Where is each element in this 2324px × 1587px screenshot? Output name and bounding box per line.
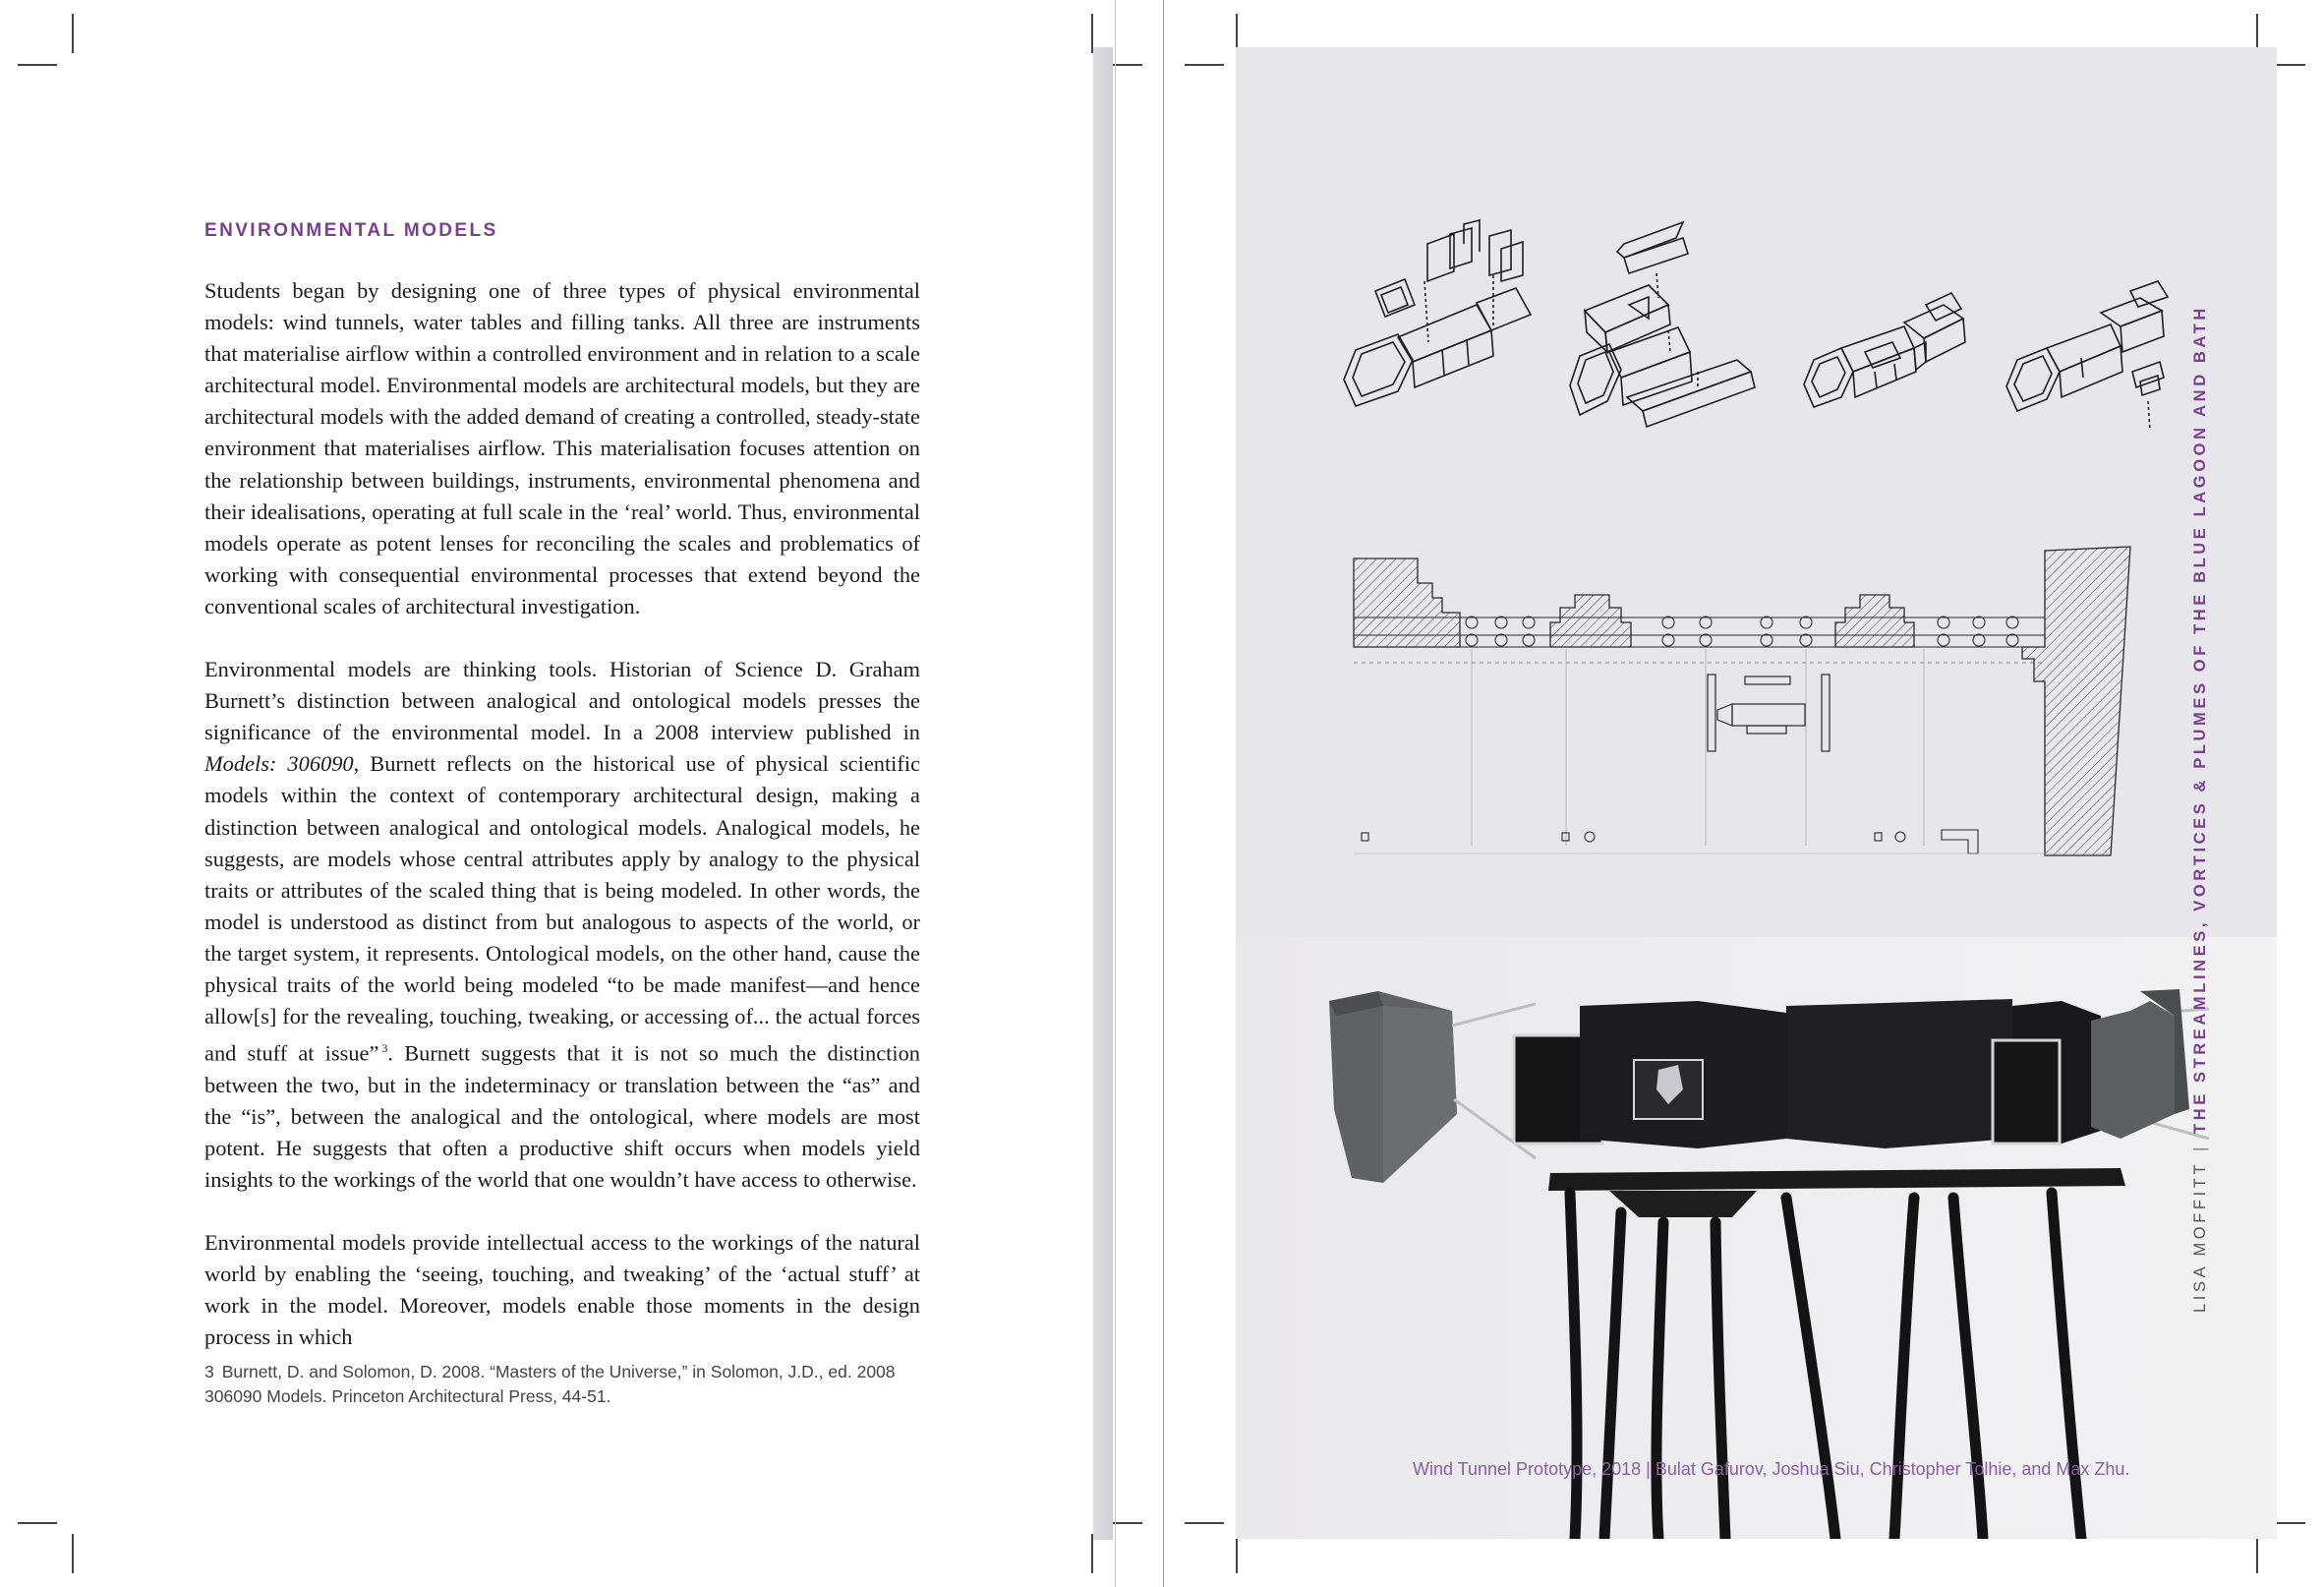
paragraph: Environmental models provide intellectual access to the workings of the natural world by enabling the ‘seeing, touching, and tweaking’ of the ‘actual stuff’ at work in the model. Moreover, models enable those moments in the design process in which xyxy=(204,1230,920,1350)
wind-tunnel-model-photo xyxy=(1236,937,2277,1539)
footnote-text: Burnett, D. and Solomon, D. 2008. “Masters of the Universe,” in Solomon, J.D., ed. 2008 306090 Models. Princeton Architectural Press, 44-51. xyxy=(204,1362,896,1406)
figure-caption: Wind Tunnel Prototype, 2018 | Bulat Gafurov, Joshua Siu, Christopher Tolhie, and Max Zhu. xyxy=(1413,1459,2130,1479)
running-head-separator: | xyxy=(2191,1143,2209,1151)
paragraph-text: Environmental models are thinking tools. Historian of Science D. Graham Burnett’s distinction between analogical and ontological models presses the significance of the environmental model. In a 2008 interview published in xyxy=(204,657,920,745)
figure-illustration xyxy=(1236,47,2277,1539)
crop-mark xyxy=(1185,64,1224,66)
crop-mark xyxy=(2256,1534,2258,1573)
axonometric-drawing-1 xyxy=(1344,220,1531,406)
book-title: THE STREAMLINES, VORTICES & PLUMES OF THE BLUE LAGOON AND BATH xyxy=(2191,305,2209,1134)
book-title-italic: Models: 306090 xyxy=(204,751,354,777)
paragraph xyxy=(204,654,920,1196)
body-text xyxy=(204,275,920,1384)
axonometric-drawing-3 xyxy=(1804,293,1965,407)
footnote-reference[interactable]: 3 xyxy=(381,1041,388,1056)
page-edge-line xyxy=(1163,0,1164,1587)
spine-shadow xyxy=(1093,47,1113,1540)
axonometric-drawing-2 xyxy=(1570,222,1755,427)
footnote-number: 3 xyxy=(204,1362,214,1381)
crop-mark xyxy=(1236,1534,1238,1573)
section-drawing xyxy=(1354,547,2130,855)
left-page xyxy=(0,0,1091,1587)
paragraph-text: . Burnett suggests that it is not so much the distinction between the two, but in the indeterminacy or translation between the “as” and the “is”, between the analogical and the ontological, where models are most potent. He suggests that often a productive shift occurs when models yield insights to the workings of the world that one wouldn’t have access to otherwise. xyxy=(204,1040,920,1192)
spine-line xyxy=(1115,0,1116,1587)
crop-mark xyxy=(1091,1534,1093,1573)
figure-panel xyxy=(1236,47,2277,1539)
paragraph-text: , Burnett reflects on the historical use of physical scientific models within the context of contemporary architectural design, making a distinction between analogical and ontological models. Analogical models, he suggests, are models whose central attributes apply by analogy to the physical traits or attributes of the scaled thing that is being modeled. In other words, the model is understood as distinct from but analogous to aspects of the world, or the target system, it represents. Ontological models, on the other hand, cause the physical traits of the world being modeled “to be made manifest—and hence allow[s] for the revealing, touching, tweaking, or accessing of... the actual forces and stuff at issue” xyxy=(204,751,921,1066)
footnote xyxy=(204,1360,952,1409)
running-head-text xyxy=(2191,305,2210,1313)
paragraph: Students began by designing one of three types of physical environmental models: wind tunnels, water tables and filling tanks. All three are instruments that materialise airflow within a controlled environment and in relation to a scale architectural model. Environmental models are architectural models, but they are architectural models with the added demand of creating a controlled, steady-state environment that materialises airflow. This materialisation focuses attention on the relationship between buildings, instruments, environmental phenomena and their idealisations, operating at full scale in the ‘real’ world. Thus, environmental models operate as potent lenses for reconciling the scales and problematics of working with consequential environmental processes that extend beyond the conventional scales of architectural investigation. xyxy=(204,278,920,618)
author-name: LISA MOFFITT xyxy=(2191,1160,2209,1313)
crop-mark xyxy=(1185,1522,1224,1524)
section-heading: ENVIRONMENTAL MODELS xyxy=(204,220,498,241)
axonometric-drawing-4 xyxy=(2006,281,2168,431)
